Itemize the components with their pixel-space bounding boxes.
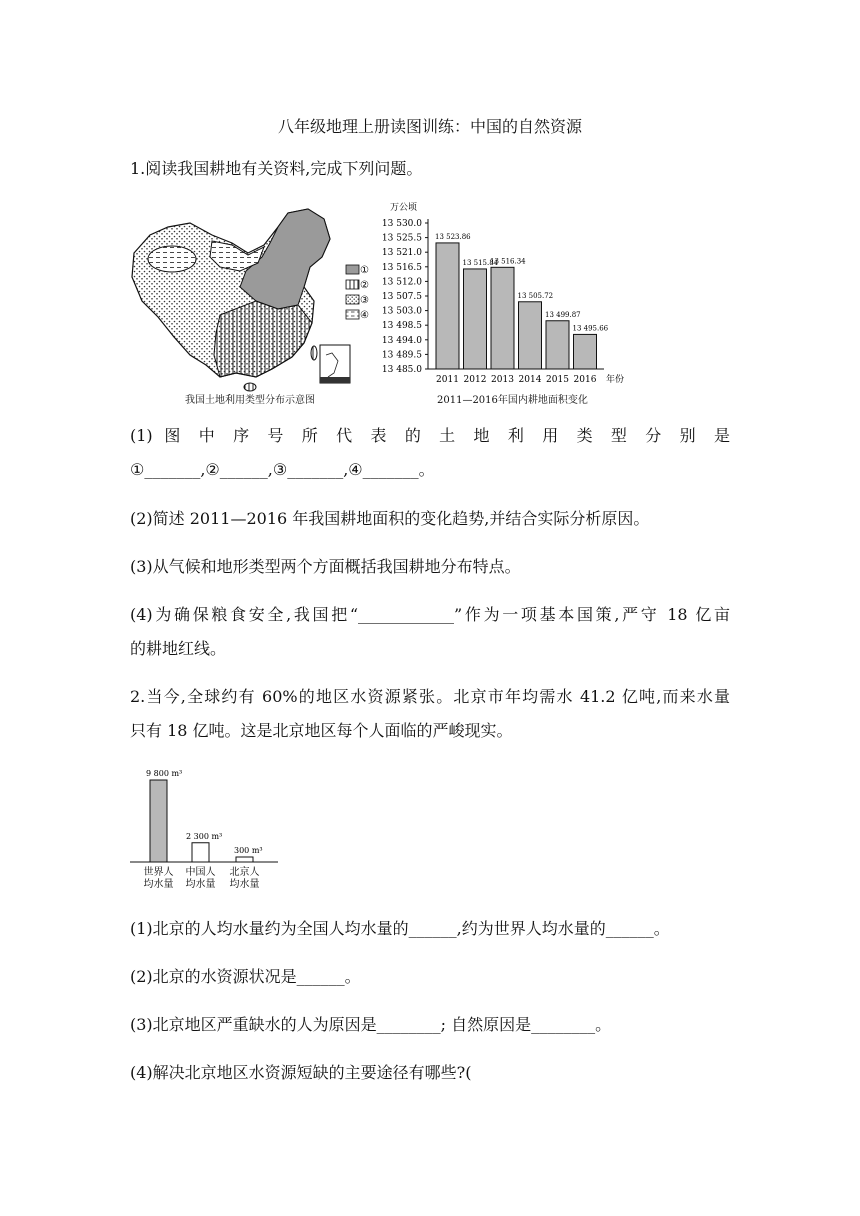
q1-sub4-line1: (4)为确保粮食安全,我国把“____________”作为一项基本国策,严守 18 亿亩	[130, 605, 730, 624]
q1-sub2: (2)简述 2011—2016 年我国耕地面积的变化趋势,并结合实际分析原因。	[130, 509, 650, 528]
x-tick-label: 2015	[546, 375, 569, 385]
bar	[436, 243, 459, 369]
bar-value-label: 2 300 m³	[186, 831, 223, 841]
bar	[519, 302, 542, 369]
y-tick-label: 13 489.5	[381, 350, 422, 361]
legend-label-4: ④	[360, 310, 369, 321]
bar	[192, 843, 209, 862]
y-tick-label: 13 498.5	[381, 321, 422, 332]
bar-value-label: 13 499.87	[545, 310, 581, 319]
y-tick-label: 13 494.0	[381, 335, 422, 346]
q1-sub4-line2: 的耕地红线。	[130, 639, 227, 658]
x-axis-label: 年份	[606, 375, 625, 385]
farmland-area-chart	[368, 196, 643, 396]
q2-sub1: (1)北京的人均水量约为全国人均水量的______,约为世界人均水量的______。	[130, 919, 670, 938]
bar-value-label: 13 516.34	[490, 257, 526, 266]
q2-intro-line1: 2.当今,全球约有 60%的地区水资源紧张。北京市年均需水 41.2 亿吨,而来水量	[130, 687, 730, 706]
legend-label-3: ③	[360, 295, 369, 306]
y-tick-label: 13 503.0	[381, 306, 422, 317]
y-tick-label: 13 512.0	[381, 277, 422, 288]
y-tick-label: 13 530.0	[381, 219, 422, 229]
bar-value-label: 13 515.84	[462, 258, 499, 267]
map-caption: 我国土地利用类型分布示意图	[185, 395, 315, 406]
bar	[491, 267, 514, 369]
category-label: 北京人	[229, 867, 260, 878]
bar-value-label: 13 505.72	[517, 291, 554, 300]
y-tick-label: 13 507.5	[381, 292, 422, 302]
land-use-map	[128, 205, 363, 405]
category-label: 均水量	[185, 879, 216, 890]
y-tick-label: 13 521.0	[381, 248, 422, 259]
bar	[574, 334, 597, 369]
bar	[236, 857, 253, 862]
bar-value-label: 9 800 m³	[146, 769, 183, 778]
x-tick-label: 2014	[518, 375, 542, 385]
map-region-2	[214, 301, 312, 377]
page-title: 八年级地理上册读图训练：中国的自然资源	[277, 117, 582, 136]
y-tick-label: 13 516.5	[381, 262, 422, 273]
q2-sub4: (4)解决北京地区水资源短缺的主要途径有哪些?(	[130, 1063, 472, 1082]
y-tick-label: 13 485.0	[381, 365, 422, 375]
bar-value-label: 300 m³	[234, 846, 263, 855]
bar	[546, 321, 569, 369]
map-taiwan	[311, 346, 317, 360]
x-tick-label: 2012	[463, 375, 487, 385]
x-tick-label: 2013	[491, 375, 514, 385]
category-label: 中国人	[185, 867, 216, 878]
farmland-chart-caption: 2011—2016年国内耕地面积变化	[437, 395, 588, 406]
legend-label-1: ①	[360, 265, 369, 276]
bar	[150, 780, 167, 862]
q2-sub3: (3)北京地区严重缺水的人为原因是________; 自然原因是________。	[130, 1015, 612, 1034]
category-label: 世界人	[143, 867, 174, 878]
category-label: 均水量	[143, 879, 174, 890]
x-tick-label: 2016	[573, 375, 597, 385]
bar-value-label: 13 523.86	[435, 232, 471, 241]
q2-sub2: (2)北京的水资源状况是______。	[130, 967, 361, 986]
q1-sub1-line2: ①_______,②______,③_______,④_______。	[130, 460, 435, 479]
y-axis-label: 万公顷	[390, 203, 418, 213]
q1-sub3: (3)从气候和地形类型两个方面概括我国耕地分布特点。	[130, 557, 521, 576]
bar-value-label: 13 495.66	[572, 324, 609, 333]
bar	[464, 269, 487, 369]
q2-intro-line2: 只有 18 亿吨。这是北京地区每个人面临的严峻现实。	[130, 721, 513, 740]
x-tick-label: 2011	[436, 375, 459, 385]
q1-sub1-line1: (1) 图 中 序 号 所 代 表 的 土 地 利 用 类 型 分 别 是	[130, 426, 730, 445]
category-label: 均水量	[229, 879, 260, 890]
legend-label-2: ②	[360, 280, 369, 291]
q1-intro: 1.阅读我国耕地有关资料,完成下列问题。	[130, 159, 423, 178]
y-tick-label: 13 525.5	[381, 233, 422, 244]
water-per-capita-chart	[128, 760, 288, 895]
map-hainan	[244, 383, 256, 391]
map-region-4a	[148, 246, 196, 272]
